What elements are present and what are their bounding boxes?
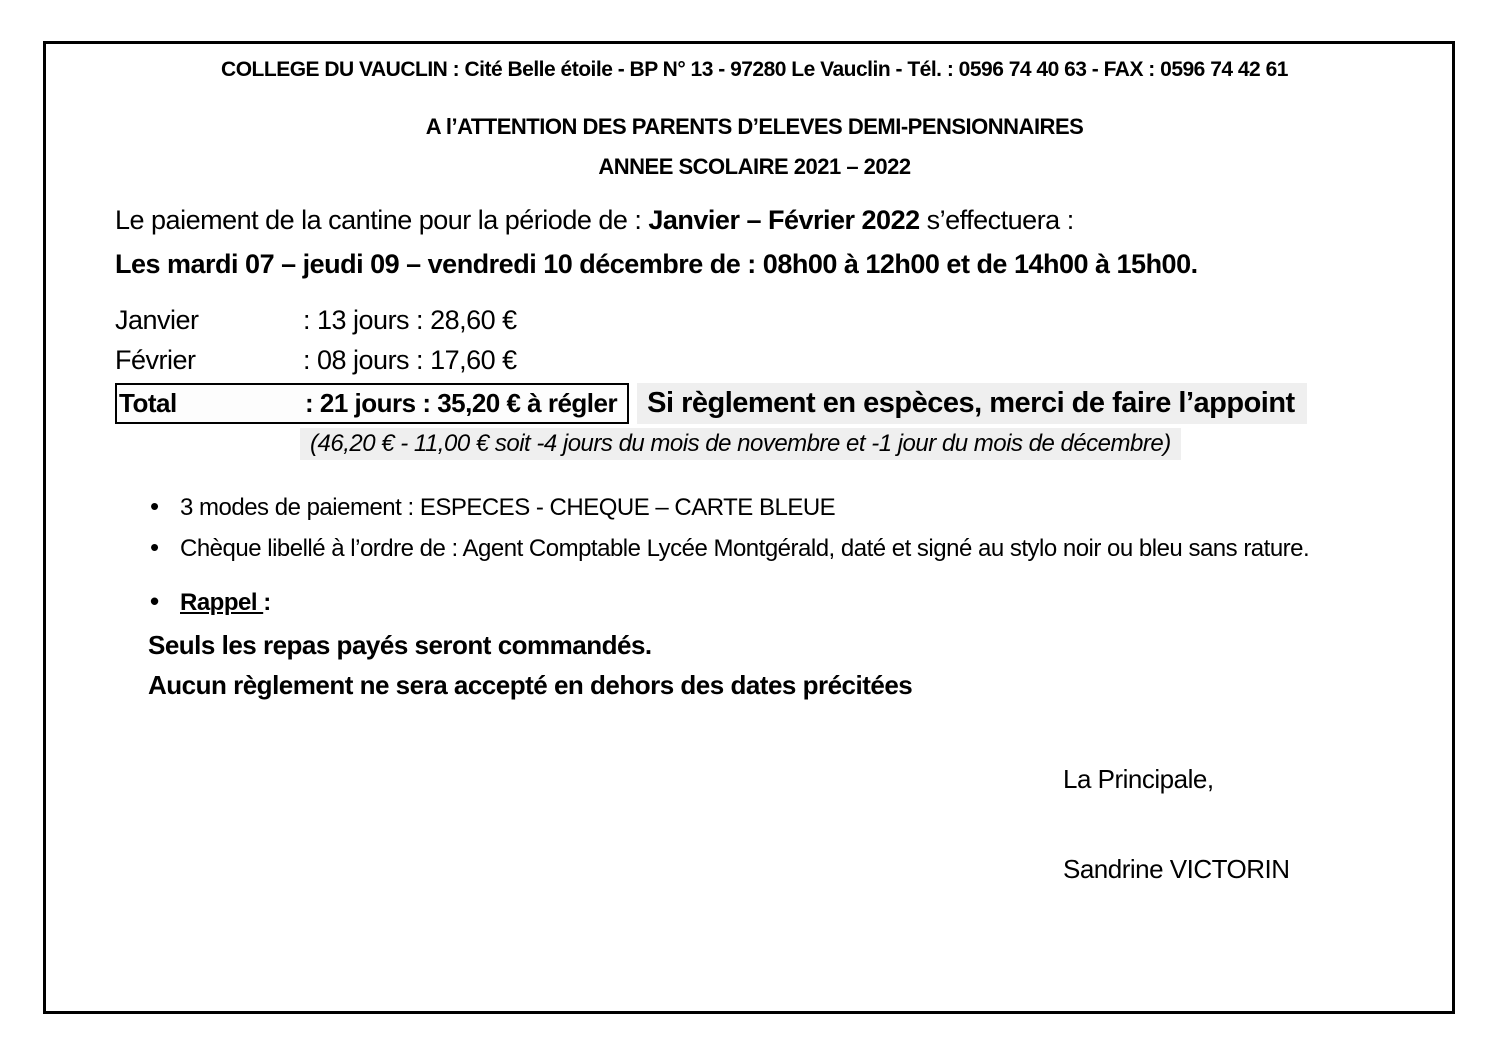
month-amount: : 13 jours : 28,60 € [303,305,517,335]
intro-suffix: s’effectuera : [919,205,1074,235]
table-row-fevrier [115,340,1394,380]
reminder-no-late-payment: Aucun règlement ne sera accepté en dehors des dates précitées [148,670,913,700]
document-page [43,41,1455,1014]
school-year-title: ANNEE SCOLAIRE 2021 – 2022 [598,154,911,179]
signature-name: Sandrine VICTORIN [1063,854,1290,884]
intro-prefix: Le paiement de la cantine pour la période de : [115,205,649,235]
payment-period: Janvier – Février 2022 [648,205,920,235]
total-label: Total [119,388,177,418]
month-label: Février [115,345,196,375]
cheque-instructions-text: Chèque libellé à l’ordre de : Agent Comptable Lycée Montgérald, daté et signé au stylo noir ou bleu sans rature. [180,535,1310,562]
bullet-icon: • [150,586,159,616]
rappel-label: Rappel [180,589,264,616]
signature-role: La Principale, [1063,764,1214,794]
info-bullet-list [115,492,1394,619]
total-row [115,383,1394,424]
bullet-icon: • [150,532,159,562]
document-title: A l’ATTENTION DES PARENTS D’ELEVES DEMI-PENSIONNAIRES [425,114,1084,139]
school-header-line: COLLEGE DU VAUCLIN : Cité Belle étoile - BP N° 13 - 97280 Le Vauclin - Tél. : 0596 74 40 63 - FAX : 0596 74 42 61 [221,58,1288,81]
page-content [46,57,1452,884]
list-item-rappel [115,587,1394,619]
list-item-payment-modes [115,492,1394,524]
table-row-janvier [115,300,1394,340]
payment-modes-text: 3 modes de paiement : ESPECES - CHEQUE – CARTE BLEUE [180,494,836,521]
month-label: Janvier [115,305,199,335]
list-item-cheque-instructions [115,533,1394,565]
intro-paragraph [115,202,1394,238]
total-box [115,383,629,424]
calculation-note: (46,20 € - 11,00 € soit -4 jours du mois de novembre et -1 jour du mois de décembre) [300,428,1181,460]
month-amount: : 08 jours : 17,60 € [303,345,517,375]
calculation-note-line [300,428,1394,460]
payment-schedule-line: Les mardi 07 – jeudi 09 – vendredi 10 décembre de : 08h00 à 12h00 et de 14h00 à 15h00. [115,249,1198,279]
rappel-colon: : [263,589,271,616]
bullet-icon: • [150,491,159,521]
cash-payment-note: Si règlement en espèces, merci de faire l’appoint [637,383,1307,424]
total-amount: : 21 jours : 35,20 € à régler [305,388,618,418]
reminder-meals-paid: Seuls les repas payés seront commandés. [148,630,652,660]
signature-block [1063,764,1394,884]
payment-table [115,300,1394,380]
